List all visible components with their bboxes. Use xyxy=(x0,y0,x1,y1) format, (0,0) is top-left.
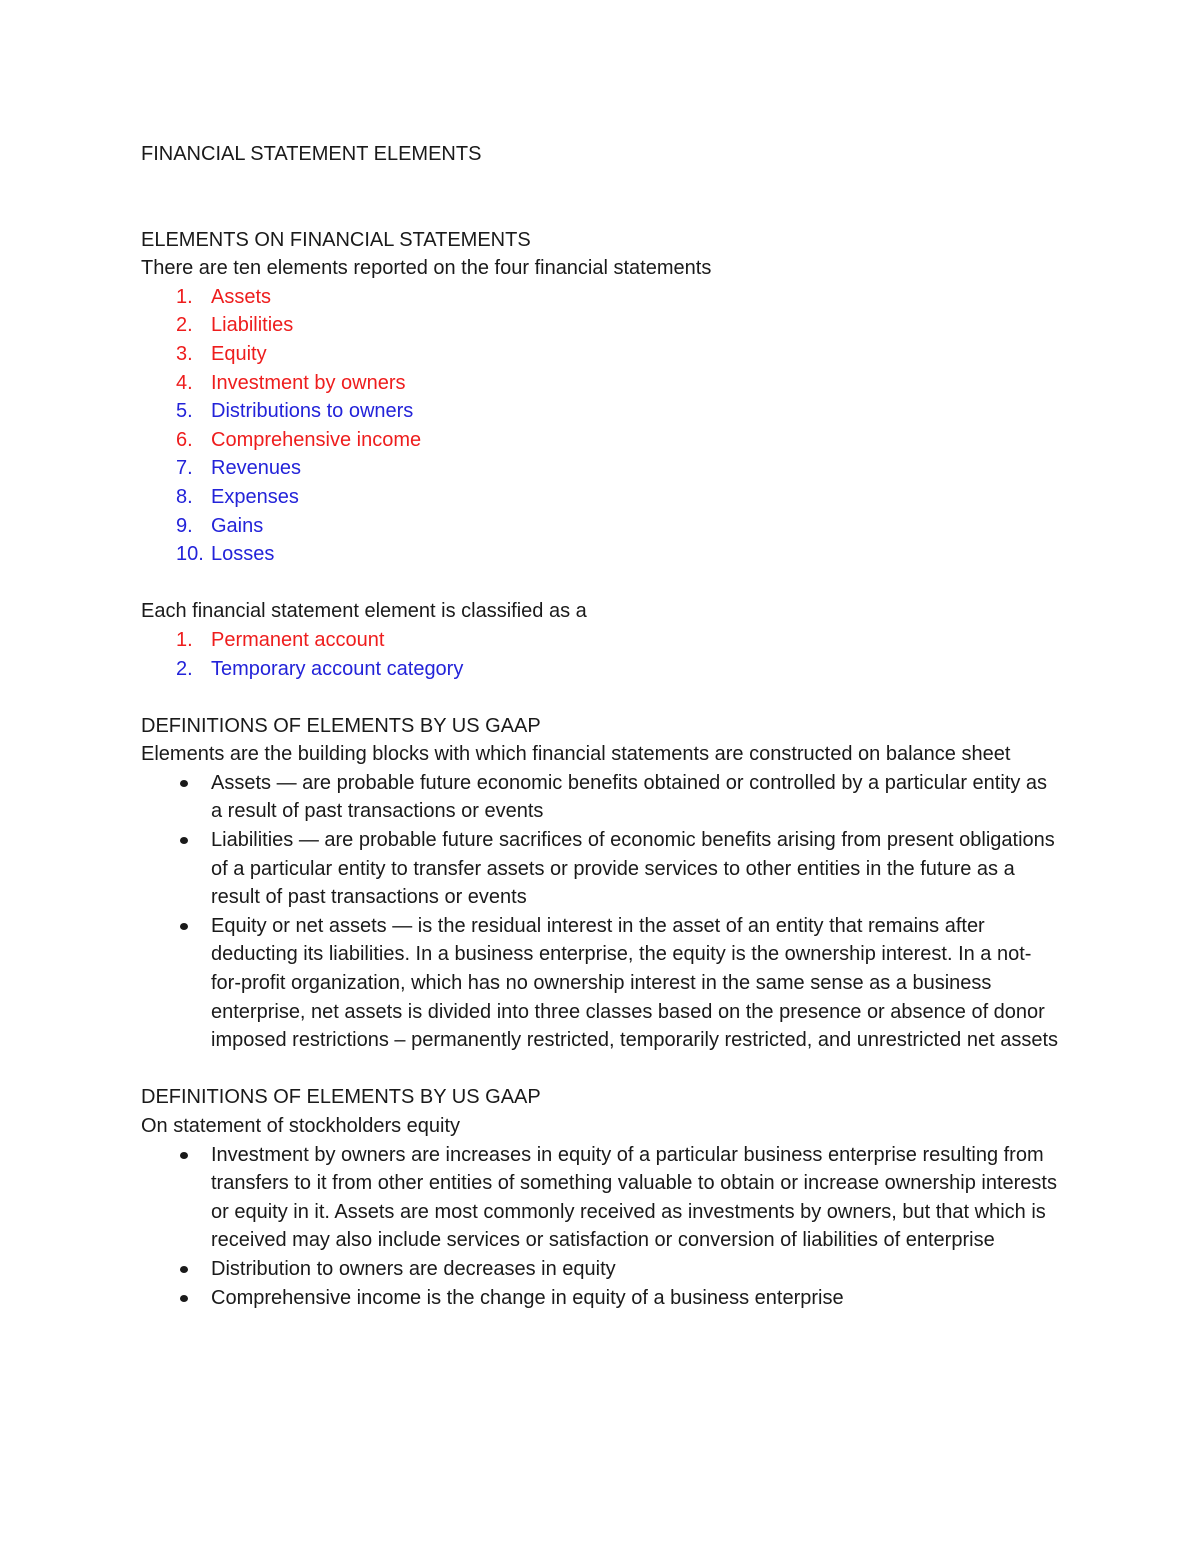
elements-list xyxy=(141,283,1060,569)
list-item: 2. Liabilities xyxy=(176,314,294,337)
list-item: 8. Expenses xyxy=(176,485,299,508)
section-intro: There are ten elements reported on the four financial statements xyxy=(141,257,712,280)
section-intro: Each financial statement element is classified as a xyxy=(141,600,587,623)
list-item: 9. Gains xyxy=(176,514,264,537)
list-item: Investment by owners are increases in equity of a particular business enterprise resulting from transfers to it from other entities of something valuable to obtain or increase ownership interests or equity in it. Assets are most commonly received as investments by owners, but that which is received may also include services or satisfaction or conversion of liabilities of enterprise xyxy=(176,1141,1060,1255)
list-item: Assets — are probable future economic benefits obtained or controlled by a particular entity as a result of past transactions or events xyxy=(176,769,1060,826)
list-item: 1. Assets xyxy=(176,285,272,308)
classification-list xyxy=(141,626,1060,683)
list-item: Distribution to owners are decreases in equity xyxy=(176,1255,1060,1284)
definitions-list xyxy=(141,1141,1060,1313)
list-item: 10. Losses xyxy=(176,543,275,566)
bullet-icon xyxy=(180,1152,188,1159)
list-item: 4. Investment by owners xyxy=(176,371,406,394)
bullet-icon xyxy=(180,923,188,930)
list-item: Equity or net assets — is the residual interest in the asset of an entity that remains after deducting its liabilities. In a business enterprise, the equity is the ownership interest. In a not-for-profit organization, which has no ownership interest in the same sense as a business enterprise, net assets is divided into three classes based on the presence or absence of donor imposed restrictions – permanently restricted, temporarily restricted, and unrestricted net assets xyxy=(176,912,1060,1055)
section-intro: Elements are the building blocks with which financial statements are constructed on balance sheet xyxy=(141,743,1011,766)
list-item: Liabilities — are probable future sacrifices of economic benefits arising from present obligations of a particular entity to transfer assets or provide services to other entities in the future as a result of past transactions or events xyxy=(176,826,1060,912)
document-title: FINANCIAL STATEMENT ELEMENTS xyxy=(141,143,482,165)
list-item: 3. Equity xyxy=(176,342,267,365)
section-heading-elements: ELEMENTS ON FINANCIAL STATEMENTS xyxy=(141,228,531,251)
section-heading-definitions: DEFINITIONS OF ELEMENTS BY US GAAP xyxy=(141,1086,541,1109)
list-item: Comprehensive income is the change in equity of a business enterprise xyxy=(176,1284,1060,1313)
bullet-icon xyxy=(180,1295,188,1302)
list-item: 5. Distributions to owners xyxy=(176,400,414,423)
list-item: 6. Comprehensive income xyxy=(176,428,422,451)
list-item: 7. Revenues xyxy=(176,457,302,480)
list-item: 2. Temporary account category xyxy=(176,657,464,680)
list-item: 1. Permanent account xyxy=(176,628,385,651)
definitions-list xyxy=(141,769,1060,1055)
section-heading-definitions: DEFINITIONS OF ELEMENTS BY US GAAP xyxy=(141,714,541,737)
section-intro: On statement of stockholders equity xyxy=(141,1115,461,1137)
bullet-icon xyxy=(180,780,188,787)
bullet-icon xyxy=(180,1266,188,1273)
bullet-icon xyxy=(180,837,188,844)
